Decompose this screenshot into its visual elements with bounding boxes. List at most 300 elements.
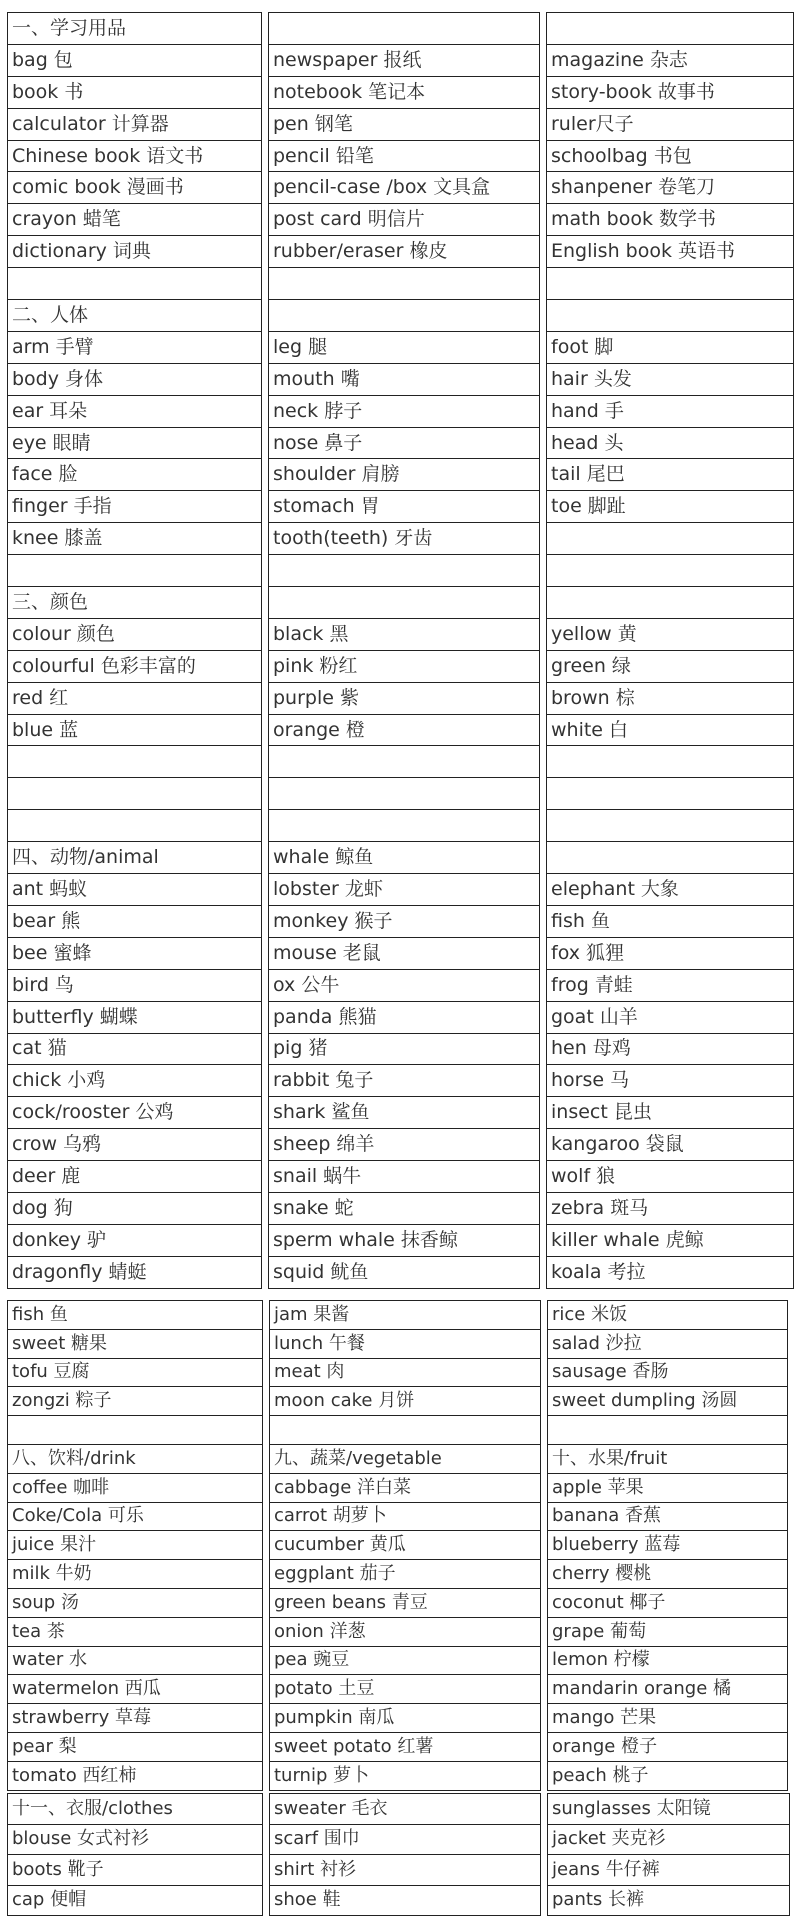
table-cell: pumpkin 南瓜 [270, 1704, 541, 1733]
column-separator [541, 1329, 548, 1358]
table-cell [269, 778, 540, 810]
table-cell: pear 梨 [8, 1732, 263, 1761]
column-separator [262, 905, 269, 937]
column-separator [541, 1794, 548, 1825]
column-separator [541, 1560, 548, 1589]
table-cell: panda 熊猫 [269, 1001, 540, 1033]
table-cell: sperm whale 抹香鲸 [269, 1224, 540, 1256]
table-cell: pants 长裤 [548, 1885, 790, 1916]
column-separator [540, 587, 547, 619]
table-cell: arm 手臂 [8, 331, 262, 363]
table-cell: pea 豌豆 [270, 1646, 541, 1675]
column-separator [263, 1855, 270, 1886]
column-separator [262, 204, 269, 236]
table-row [8, 778, 794, 810]
table-cell: notebook 笔记本 [269, 76, 540, 108]
table-cell: killer whale 虎鲸 [547, 1224, 794, 1256]
table-cell: math book 数学书 [547, 204, 794, 236]
table-cell: sheep 绵羊 [269, 1129, 540, 1161]
column-separator [540, 300, 547, 332]
table-cell: fox 狐狸 [547, 937, 794, 969]
table-row [8, 682, 794, 714]
table-cell: hen 母鸡 [547, 1033, 794, 1065]
column-separator [540, 363, 547, 395]
table-cell: cabbage 洋白菜 [270, 1473, 541, 1502]
column-separator [540, 1256, 547, 1288]
table-cell: jacket 夹克衫 [548, 1824, 790, 1855]
table-cell: newspaper 报纸 [269, 44, 540, 76]
table-cell: donkey 驴 [8, 1224, 262, 1256]
column-separator [540, 874, 547, 906]
column-separator [263, 1646, 270, 1675]
table-cell: ruler尺子 [547, 108, 794, 140]
table-cell: eggplant 茄子 [270, 1560, 541, 1589]
table-cell: yellow 黄 [547, 618, 794, 650]
table-row [8, 300, 794, 332]
table-cell [547, 300, 794, 332]
column-separator [540, 44, 547, 76]
table-cell: English book 英语书 [547, 236, 794, 268]
column-separator [541, 1704, 548, 1733]
table-cell: hand 手 [547, 395, 794, 427]
table-cell: mouse 老鼠 [269, 937, 540, 969]
table-row [8, 1444, 788, 1473]
column-separator [262, 140, 269, 172]
table-row [8, 1885, 790, 1916]
column-separator [263, 1560, 270, 1589]
column-separator [540, 1192, 547, 1224]
table-row [8, 1855, 790, 1886]
table-row [8, 969, 794, 1001]
column-separator [262, 1224, 269, 1256]
table-cell: finger 手指 [8, 491, 262, 523]
table-row [8, 714, 794, 746]
vocab-table-2 [7, 1300, 788, 1791]
table-cell: fish 鱼 [8, 1301, 263, 1330]
table-cell [547, 555, 794, 587]
table-row [8, 1473, 788, 1502]
table-cell [547, 268, 794, 300]
column-separator [263, 1301, 270, 1330]
column-separator [540, 682, 547, 714]
table-cell [269, 555, 540, 587]
table-cell: moon cake 月饼 [270, 1387, 541, 1416]
column-separator [541, 1473, 548, 1502]
column-separator [262, 874, 269, 906]
table-row [8, 1358, 788, 1387]
column-separator [540, 268, 547, 300]
table-cell [547, 778, 794, 810]
table-cell: tail 尾巴 [547, 459, 794, 491]
table-cell [269, 300, 540, 332]
column-separator [540, 937, 547, 969]
table-row [8, 13, 794, 45]
table-cell: tooth(teeth) 牙齿 [269, 523, 540, 555]
table-row [8, 236, 794, 268]
table-cell: Coke/Cola 可乐 [8, 1502, 263, 1531]
column-separator [541, 1588, 548, 1617]
table-row [8, 1502, 788, 1531]
table-cell: cherry 樱桃 [548, 1560, 788, 1589]
table-cell [547, 587, 794, 619]
table-row [8, 810, 794, 842]
column-separator [540, 1065, 547, 1097]
table-cell: deer 鹿 [8, 1161, 262, 1193]
table-cell [8, 555, 262, 587]
table-row [8, 1192, 794, 1224]
column-separator [540, 555, 547, 587]
table-cell: 二、人体 [8, 300, 262, 332]
column-separator [541, 1358, 548, 1387]
table-cell: tofu 豆腐 [8, 1358, 263, 1387]
table-cell: 十一、衣服/clothes [8, 1794, 263, 1825]
table-cell: red 红 [8, 682, 262, 714]
table-row [8, 842, 794, 874]
table-cell: bear 熊 [8, 905, 262, 937]
column-separator [540, 1129, 547, 1161]
column-separator [262, 1192, 269, 1224]
column-separator [263, 1704, 270, 1733]
table-cell: sweet potato 红薯 [270, 1732, 541, 1761]
table-cell: pink 粉红 [269, 650, 540, 682]
column-separator [263, 1675, 270, 1704]
table-cell: wolf 狼 [547, 1161, 794, 1193]
column-separator [262, 1065, 269, 1097]
table-row [8, 172, 794, 204]
table-cell: monkey 猴子 [269, 905, 540, 937]
column-separator [541, 1444, 548, 1473]
table-cell: toe 脚趾 [547, 491, 794, 523]
table-cell: dictionary 词典 [8, 236, 262, 268]
column-separator [262, 459, 269, 491]
column-separator [263, 1502, 270, 1531]
table-row [8, 1301, 788, 1330]
table-row [8, 905, 794, 937]
table-cell: soup 汤 [8, 1588, 263, 1617]
table-cell: blue 蓝 [8, 714, 262, 746]
column-separator [262, 331, 269, 363]
column-separator [540, 1001, 547, 1033]
table-cell: ox 公牛 [269, 969, 540, 1001]
column-separator [541, 1646, 548, 1675]
table-row [8, 1761, 788, 1790]
column-separator [262, 523, 269, 555]
column-separator [262, 44, 269, 76]
table-row [8, 76, 794, 108]
column-separator [541, 1531, 548, 1560]
table-cell: turnip 萝卜 [270, 1761, 541, 1790]
table-cell: mango 芒果 [548, 1704, 788, 1733]
column-separator [263, 1473, 270, 1502]
column-separator [540, 1097, 547, 1129]
table-cell: orange 橙子 [548, 1732, 788, 1761]
table-cell: shark 鲨鱼 [269, 1097, 540, 1129]
column-separator [540, 746, 547, 778]
table-cell: salad 沙拉 [548, 1329, 788, 1358]
column-separator [540, 395, 547, 427]
column-separator [540, 618, 547, 650]
table-cell: sweater 毛衣 [270, 1794, 541, 1825]
table-cell: rabbit 兔子 [269, 1065, 540, 1097]
vocab-table-1 [7, 12, 794, 1289]
column-separator [263, 1329, 270, 1358]
table-cell: shoulder 肩膀 [269, 459, 540, 491]
column-separator [262, 268, 269, 300]
table-cell: body 身体 [8, 363, 262, 395]
table-cell: white 白 [547, 714, 794, 746]
table-cell [8, 746, 262, 778]
table-cell: blouse 女式衬衫 [8, 1824, 263, 1855]
table-cell: 三、颜色 [8, 587, 262, 619]
table-cell [547, 746, 794, 778]
table-row [8, 1001, 794, 1033]
table-cell: watermelon 西瓜 [8, 1675, 263, 1704]
table-cell: bag 包 [8, 44, 262, 76]
table-cell: rice 米饭 [548, 1301, 788, 1330]
table-cell: boots 靴子 [8, 1855, 263, 1886]
table-row [8, 1732, 788, 1761]
table-row [8, 44, 794, 76]
table-cell: milk 牛奶 [8, 1560, 263, 1589]
table-cell [547, 810, 794, 842]
column-separator [541, 1387, 548, 1416]
table-row [8, 331, 794, 363]
table-row [8, 1065, 794, 1097]
table-cell: banana 香蕉 [548, 1502, 788, 1531]
table-cell: water 水 [8, 1646, 263, 1675]
column-separator [263, 1387, 270, 1416]
column-separator [540, 1224, 547, 1256]
table-cell: cucumber 黄瓜 [270, 1531, 541, 1560]
column-separator [263, 1732, 270, 1761]
table-row [8, 363, 794, 395]
column-separator [262, 395, 269, 427]
column-separator [540, 459, 547, 491]
column-separator [263, 1824, 270, 1855]
table-row [8, 268, 794, 300]
table-cell: coffee 咖啡 [8, 1473, 263, 1502]
column-separator [262, 778, 269, 810]
table-cell: 八、饮料/drink [8, 1444, 263, 1473]
table-cell [547, 523, 794, 555]
column-separator [262, 300, 269, 332]
table-row [8, 874, 794, 906]
table-cell: insect 昆虫 [547, 1097, 794, 1129]
column-separator [263, 1444, 270, 1473]
table-cell: goat 山羊 [547, 1001, 794, 1033]
column-separator [540, 778, 547, 810]
table-row [8, 587, 794, 619]
table-row [8, 1129, 794, 1161]
table-cell: neck 脖子 [269, 395, 540, 427]
table-row [8, 1704, 788, 1733]
table-cell: ant 蚂蚁 [8, 874, 262, 906]
column-separator [263, 1416, 270, 1445]
table-cell: crow 乌鸦 [8, 1129, 262, 1161]
table-cell: horse 马 [547, 1065, 794, 1097]
table-cell: coconut 椰子 [548, 1588, 788, 1617]
table-cell: scarf 围巾 [270, 1824, 541, 1855]
table-cell: pig 猪 [269, 1033, 540, 1065]
table-cell: dog 狗 [8, 1192, 262, 1224]
column-separator [262, 76, 269, 108]
column-separator [262, 1129, 269, 1161]
column-separator [540, 714, 547, 746]
table-cell: colourful 色彩丰富的 [8, 650, 262, 682]
column-separator [541, 1761, 548, 1790]
table-cell [548, 1416, 788, 1445]
table-row [8, 1097, 794, 1129]
column-separator [541, 1416, 548, 1445]
table-row [8, 1824, 790, 1855]
table-cell: juice 果汁 [8, 1531, 263, 1560]
table-cell: ear 耳朵 [8, 395, 262, 427]
column-separator [262, 1001, 269, 1033]
table-cell: green 绿 [547, 650, 794, 682]
table-row [8, 427, 794, 459]
table-cell: kangaroo 袋鼠 [547, 1129, 794, 1161]
table-cell: 一、学习用品 [8, 13, 262, 45]
table-cell: cap 便帽 [8, 1885, 263, 1916]
column-separator [262, 363, 269, 395]
column-separator [262, 491, 269, 523]
table-row [8, 523, 794, 555]
table-cell [269, 746, 540, 778]
column-separator [540, 204, 547, 236]
table-cell: Chinese book 语文书 [8, 140, 262, 172]
table-cell: snake 蛇 [269, 1192, 540, 1224]
table-row [8, 1329, 788, 1358]
table-row [8, 937, 794, 969]
table-cell: hair 头发 [547, 363, 794, 395]
table-cell: eye 眼睛 [8, 427, 262, 459]
table-cell: pen 钢笔 [269, 108, 540, 140]
column-separator [263, 1588, 270, 1617]
column-separator [541, 1675, 548, 1704]
table-cell: shirt 衬衫 [270, 1855, 541, 1886]
table-cell [547, 842, 794, 874]
column-separator [540, 331, 547, 363]
column-separator [541, 1502, 548, 1531]
table-row [8, 1256, 794, 1288]
table-cell: cat 猫 [8, 1033, 262, 1065]
table-cell: stomach 胃 [269, 491, 540, 523]
table-cell: elephant 大象 [547, 874, 794, 906]
table-cell: apple 苹果 [548, 1473, 788, 1502]
column-separator [540, 108, 547, 140]
table-cell: snail 蜗牛 [269, 1161, 540, 1193]
column-separator [263, 1531, 270, 1560]
table-cell: 十、水果/fruit [548, 1444, 788, 1473]
column-separator [541, 1855, 548, 1886]
column-separator [262, 236, 269, 268]
table-cell: sweet 糖果 [8, 1329, 263, 1358]
table-cell [269, 587, 540, 619]
column-separator [540, 842, 547, 874]
table-cell: grape 葡萄 [548, 1617, 788, 1646]
table-cell: jam 果酱 [270, 1301, 541, 1330]
table-cell: sunglasses 太阳镜 [548, 1794, 790, 1825]
column-separator [540, 13, 547, 45]
table-cell: mouth 嘴 [269, 363, 540, 395]
table-row [8, 491, 794, 523]
table-cell: frog 青蛙 [547, 969, 794, 1001]
table-cell: orange 橙 [269, 714, 540, 746]
table-cell: jeans 牛仔裤 [548, 1855, 790, 1886]
table-cell: cock/rooster 公鸡 [8, 1097, 262, 1129]
column-separator [541, 1732, 548, 1761]
table-cell [8, 268, 262, 300]
table-row [8, 1588, 788, 1617]
table-cell: tea 茶 [8, 1617, 263, 1646]
table-cell: post card 明信片 [269, 204, 540, 236]
column-separator [541, 1617, 548, 1646]
column-separator [540, 810, 547, 842]
table-cell: knee 膝盖 [8, 523, 262, 555]
column-separator [262, 1161, 269, 1193]
table-cell: zebra 斑马 [547, 1192, 794, 1224]
table-cell: fish 鱼 [547, 905, 794, 937]
table-cell: strawberry 草莓 [8, 1704, 263, 1733]
table-cell: carrot 胡萝卜 [270, 1502, 541, 1531]
column-separator [263, 1358, 270, 1387]
column-separator [262, 1097, 269, 1129]
column-separator [540, 76, 547, 108]
table-row [8, 204, 794, 236]
column-separator [262, 1033, 269, 1065]
column-separator [262, 172, 269, 204]
table-cell: nose 鼻子 [269, 427, 540, 459]
table-cell: 九、蔬菜/vegetable [270, 1444, 541, 1473]
column-separator [263, 1761, 270, 1790]
column-separator [263, 1794, 270, 1825]
column-separator [262, 746, 269, 778]
column-separator [262, 427, 269, 459]
column-separator [262, 1256, 269, 1288]
table-cell: leg 腿 [269, 331, 540, 363]
table-cell: chick 小鸡 [8, 1065, 262, 1097]
table-cell: meat 肉 [270, 1358, 541, 1387]
table-cell [269, 810, 540, 842]
column-separator [540, 427, 547, 459]
column-separator [540, 523, 547, 555]
table-cell: schoolbag 书包 [547, 140, 794, 172]
table-cell: dragonfly 蜻蜓 [8, 1256, 262, 1288]
column-separator [541, 1885, 548, 1916]
table-row [8, 1387, 788, 1416]
table-cell [8, 1416, 263, 1445]
table-cell: book 书 [8, 76, 262, 108]
table-cell: koala 考拉 [547, 1256, 794, 1288]
table-cell: shanpener 卷笔刀 [547, 172, 794, 204]
table-cell: green beans 青豆 [270, 1588, 541, 1617]
column-separator [262, 618, 269, 650]
column-separator [262, 937, 269, 969]
table-cell: peach 桃子 [548, 1761, 788, 1790]
table-row [8, 108, 794, 140]
column-separator [262, 555, 269, 587]
column-separator [540, 1161, 547, 1193]
column-separator [541, 1301, 548, 1330]
table-cell: story-book 故事书 [547, 76, 794, 108]
table-row [8, 746, 794, 778]
table-cell: rubber/eraser 橡皮 [269, 236, 540, 268]
table-row [8, 1560, 788, 1589]
table-cell: comic book 漫画书 [8, 172, 262, 204]
table-cell: sweet dumpling 汤圆 [548, 1387, 788, 1416]
table-cell: magazine 杂志 [547, 44, 794, 76]
table-cell: blueberry 蓝莓 [548, 1531, 788, 1560]
